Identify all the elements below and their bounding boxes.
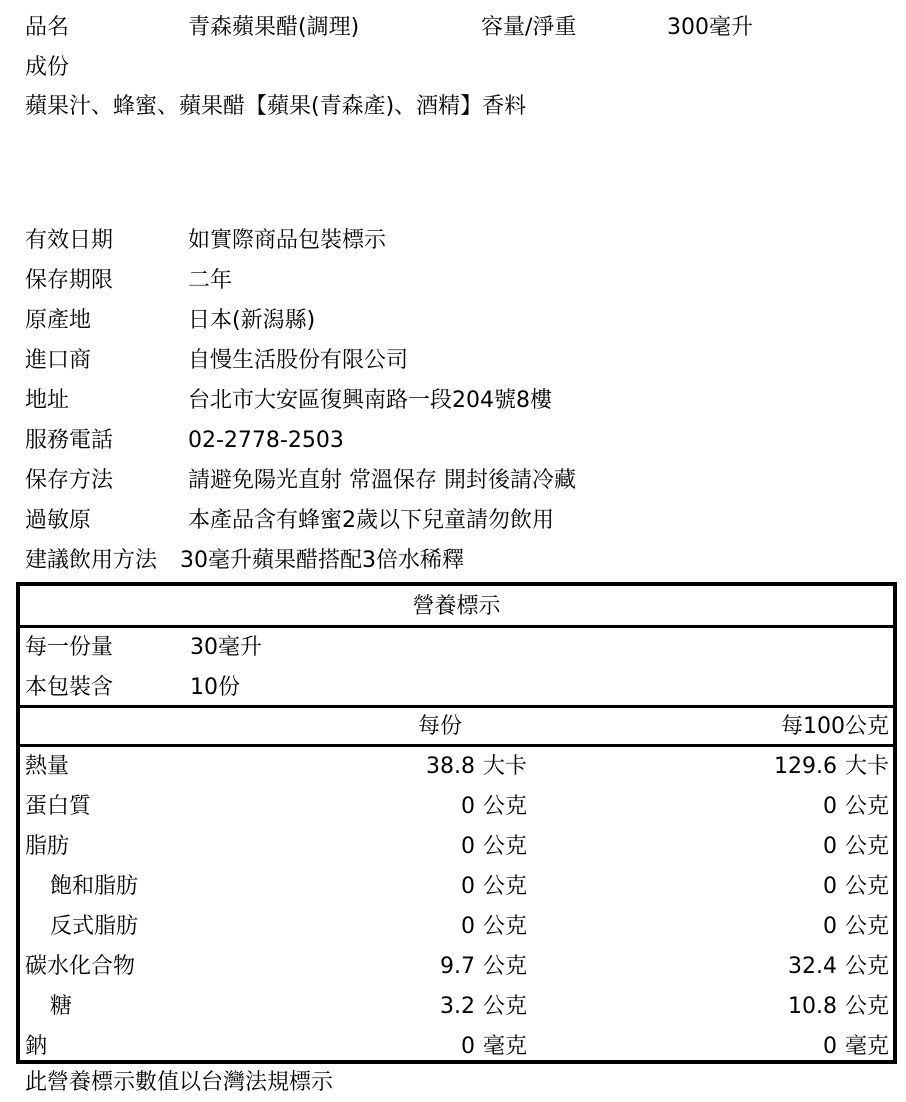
per-serving-value: 38.8 大卡 [426, 754, 527, 779]
serving-size-value: 30毫升 [190, 635, 262, 660]
product-name-value: 青森蘋果醋(調理) [188, 15, 360, 40]
nutrient-name: 反式脂肪 [50, 914, 139, 939]
servings-value: 10份 [190, 675, 240, 700]
nutrient-name: 熱量 [25, 754, 70, 779]
info-value: 本產品含有蜂蜜2歲以下兒童請勿飲用 [188, 508, 554, 533]
ingredients-value: 蘋果汁、蜂蜜、蘋果醋【蘋果(青森產)、酒精】香料 [25, 94, 527, 119]
nutrient-name: 脂肪 [25, 834, 70, 859]
info-value: 02-2778-2503 [188, 428, 344, 453]
volume-value: 300毫升 [667, 15, 753, 40]
info-row-usage [25, 541, 885, 581]
info-label: 原產地 [25, 308, 92, 333]
info-value: 請避免陽光直射 常溫保存 開封後請冷藏 [188, 468, 576, 493]
info-row-address [25, 381, 885, 421]
servings-label: 本包裝含 [25, 675, 114, 700]
info-value: 台北市大安區復興南路一段204號8樓 [188, 388, 552, 413]
per-100g-value: 0 毫克 [822, 1034, 889, 1059]
nutrition-title: 營養標示 [412, 594, 501, 619]
nutrient-name: 碳水化合物 [25, 954, 136, 979]
info-label: 有效日期 [25, 228, 114, 253]
info-row-storage [25, 461, 885, 501]
nutrient-name: 飽和脂肪 [50, 874, 139, 899]
info-value: 如實際商品包裝標示 [188, 228, 387, 253]
servings-per-package-row [20, 668, 893, 708]
info-row-origin [25, 301, 885, 341]
info-row-importer [25, 341, 885, 381]
info-label: 進口商 [25, 348, 92, 373]
regulation-note: 此營養標示數值以台灣法規標示 [25, 1070, 334, 1095]
nutrient-name: 鈉 [25, 1034, 48, 1059]
per-100g-value: 10.8 公克 [788, 994, 889, 1019]
nutrient-row-sodium [20, 1027, 893, 1067]
nutrient-name: 蛋白質 [25, 794, 92, 819]
nutrient-row-fat [20, 827, 893, 867]
serving-size-label: 每一份量 [25, 635, 114, 660]
ingredients-label: 成份 [25, 55, 70, 80]
nutrient-row-trans-fat [20, 907, 893, 947]
nutrient-row-sugar [20, 987, 893, 1027]
nutrient-row-carbohydrate [20, 947, 893, 987]
column-header-row [20, 707, 893, 747]
info-row-shelf-life [25, 261, 885, 301]
info-label: 過敏原 [25, 508, 92, 533]
info-row-phone [25, 421, 885, 461]
per-serving-value: 0 公克 [460, 874, 527, 899]
product-name-label: 品名 [25, 15, 70, 40]
volume-label: 容量/淨重 [481, 15, 577, 40]
per-serving-value: 9.7 公克 [439, 954, 527, 979]
per-serving-value: 0 公克 [460, 914, 527, 939]
per-serving-value: 3.2 公克 [439, 994, 527, 1019]
info-value: 日本(新潟縣) [188, 308, 316, 333]
per-100g-header: 每100公克 [781, 714, 889, 739]
per-serving-header: 每份 [418, 714, 463, 739]
info-row-allergen [25, 501, 885, 541]
nutrient-row-energy [20, 747, 893, 787]
per-100g-value: 0 公克 [822, 914, 889, 939]
per-serving-value: 0 公克 [460, 794, 527, 819]
per-serving-value: 0 毫克 [460, 1034, 527, 1059]
nutrient-row-protein [20, 787, 893, 827]
nutrient-name: 糖 [50, 994, 73, 1019]
info-label: 建議飲用方法 [25, 548, 158, 573]
serving-size-row [20, 628, 893, 668]
per-100g-value: 0 公克 [822, 834, 889, 859]
info-value: 30毫升蘋果醋搭配3倍水稀釋 [180, 548, 464, 573]
per-serving-value: 0 公克 [460, 834, 527, 859]
info-label: 地址 [25, 388, 70, 413]
per-100g-value: 129.6 大卡 [774, 754, 889, 779]
nutrient-row-saturated-fat [20, 867, 893, 907]
info-row-expiry [25, 221, 885, 261]
per-100g-value: 0 公克 [822, 874, 889, 899]
per-100g-value: 32.4 公克 [788, 954, 889, 979]
info-value: 二年 [188, 268, 233, 293]
info-label: 服務電話 [25, 428, 114, 453]
info-value: 自慢生活股份有限公司 [188, 348, 409, 373]
info-label: 保存期限 [25, 268, 114, 293]
nutrition-facts-table [16, 582, 897, 1064]
per-100g-value: 0 公克 [822, 794, 889, 819]
info-label: 保存方法 [25, 468, 114, 493]
